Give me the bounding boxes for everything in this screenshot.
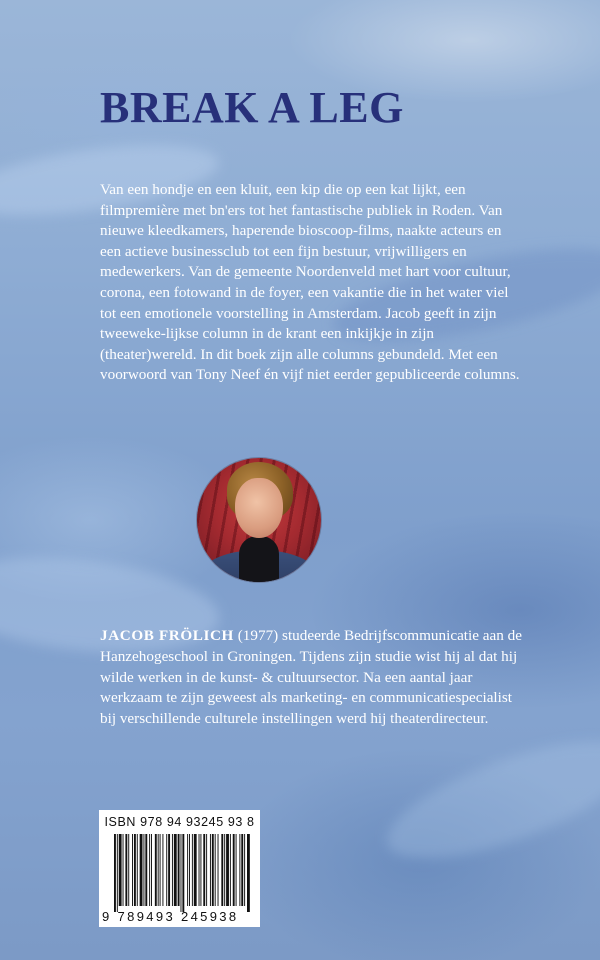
paint-stroke xyxy=(374,718,600,882)
author-neck xyxy=(239,536,279,582)
barcode-bar xyxy=(178,834,180,906)
barcode-bar xyxy=(140,834,143,906)
barcode-bar xyxy=(151,834,152,906)
barcode-bar xyxy=(221,834,223,906)
book-title: BREAK A LEG xyxy=(100,83,404,132)
author-bio xyxy=(100,626,530,730)
barcode-bar xyxy=(199,834,200,906)
barcode-bar xyxy=(241,834,243,906)
barcode-bar xyxy=(194,834,197,906)
barcode-bar xyxy=(200,834,201,906)
barcode-bar xyxy=(158,834,159,906)
barcode-bar xyxy=(206,834,207,906)
barcode-bar xyxy=(172,834,173,906)
author-bio-paragraph xyxy=(100,626,530,730)
barcode-bar xyxy=(143,834,144,906)
barcode-bar xyxy=(155,834,157,906)
blurb-text: Van een hondje en een kluit, een kip die op een kat lijkt, een filmpremière met bn'ers tot het fantastische publiek in Roden. Van nieuwe kleedkamers, haperende bioscoop-films, naakte acteurs en een actieve businessclub tot een fijn bestuur, vrijwilligers en medewerkers. Van de gemeente Noordenveld met hart voor cultuur, corona, een fotowand in de foyer, een vakantie die in het water viel tot een emotionele voorstelling in Amsterdam. Jacob geeft in zijn tweeweke-lijkse column in de krant een inkijkje in zijn (theater)wereld. In dit boek zijn alle columns gebundeld. Met een voorwoord van Tony Neef én vijf niet eerder gepubliceerde columns. xyxy=(100,181,520,384)
barcode-bar xyxy=(224,834,225,906)
book-blurb xyxy=(100,180,520,386)
barcode-bars xyxy=(114,834,250,912)
author-face xyxy=(235,478,283,538)
barcode-bar xyxy=(137,834,138,906)
ean-digits: 9 789493 245938 xyxy=(102,909,239,924)
author-name: JACOB FRÖLICH xyxy=(100,627,234,644)
barcode-bar xyxy=(117,834,118,912)
barcode-bar xyxy=(182,834,184,912)
barcode-bar xyxy=(145,834,147,906)
barcode-bar xyxy=(160,834,161,906)
isbn-barcode xyxy=(99,810,260,927)
isbn-label: ISBN 978 94 93245 93 8 xyxy=(104,815,255,829)
barcode-bar xyxy=(230,834,231,906)
barcode-bar xyxy=(233,834,235,906)
barcode-bar xyxy=(149,834,150,906)
barcode-bar xyxy=(218,834,219,906)
barcode-bar xyxy=(203,834,205,906)
barcode-bar xyxy=(212,834,214,906)
barcode-bar xyxy=(128,834,129,906)
barcode-bar xyxy=(192,834,193,906)
barcode-bar xyxy=(174,834,177,906)
barcode-bar xyxy=(247,834,250,912)
barcode-bar xyxy=(210,834,211,906)
barcode-bar xyxy=(114,834,116,912)
barcode-bar xyxy=(236,834,237,906)
barcode-bar xyxy=(125,834,127,906)
author-photo xyxy=(197,458,321,582)
barcode-bar xyxy=(162,834,163,906)
barcode-bar xyxy=(239,834,240,906)
barcode-bar xyxy=(132,834,133,906)
barcode-bar xyxy=(134,834,136,906)
barcode-bar xyxy=(189,834,190,906)
barcode-bar xyxy=(244,834,245,906)
barcode-bar xyxy=(181,834,182,912)
barcode-bar xyxy=(119,834,122,906)
barcode-bar xyxy=(226,834,229,906)
barcode-bar xyxy=(123,834,124,906)
barcode-bar xyxy=(187,834,188,906)
author-bio-text: (1977) studeerde Bedrijfscommunicatie aan de Hanzehogeschool in Groningen. Tijdens zijn studie wist hij al dat hij wilde werken in de kunst- & cultuursector. Na een aantal jaar werkzaam te zijn geweest als marketing- en communicatiespecialist bij verschillende culturele instellingen werd hij theaterdirecteur. xyxy=(100,627,522,728)
barcode-bar xyxy=(215,834,216,906)
barcode-bar xyxy=(168,834,170,906)
barcode-bar xyxy=(166,834,167,906)
